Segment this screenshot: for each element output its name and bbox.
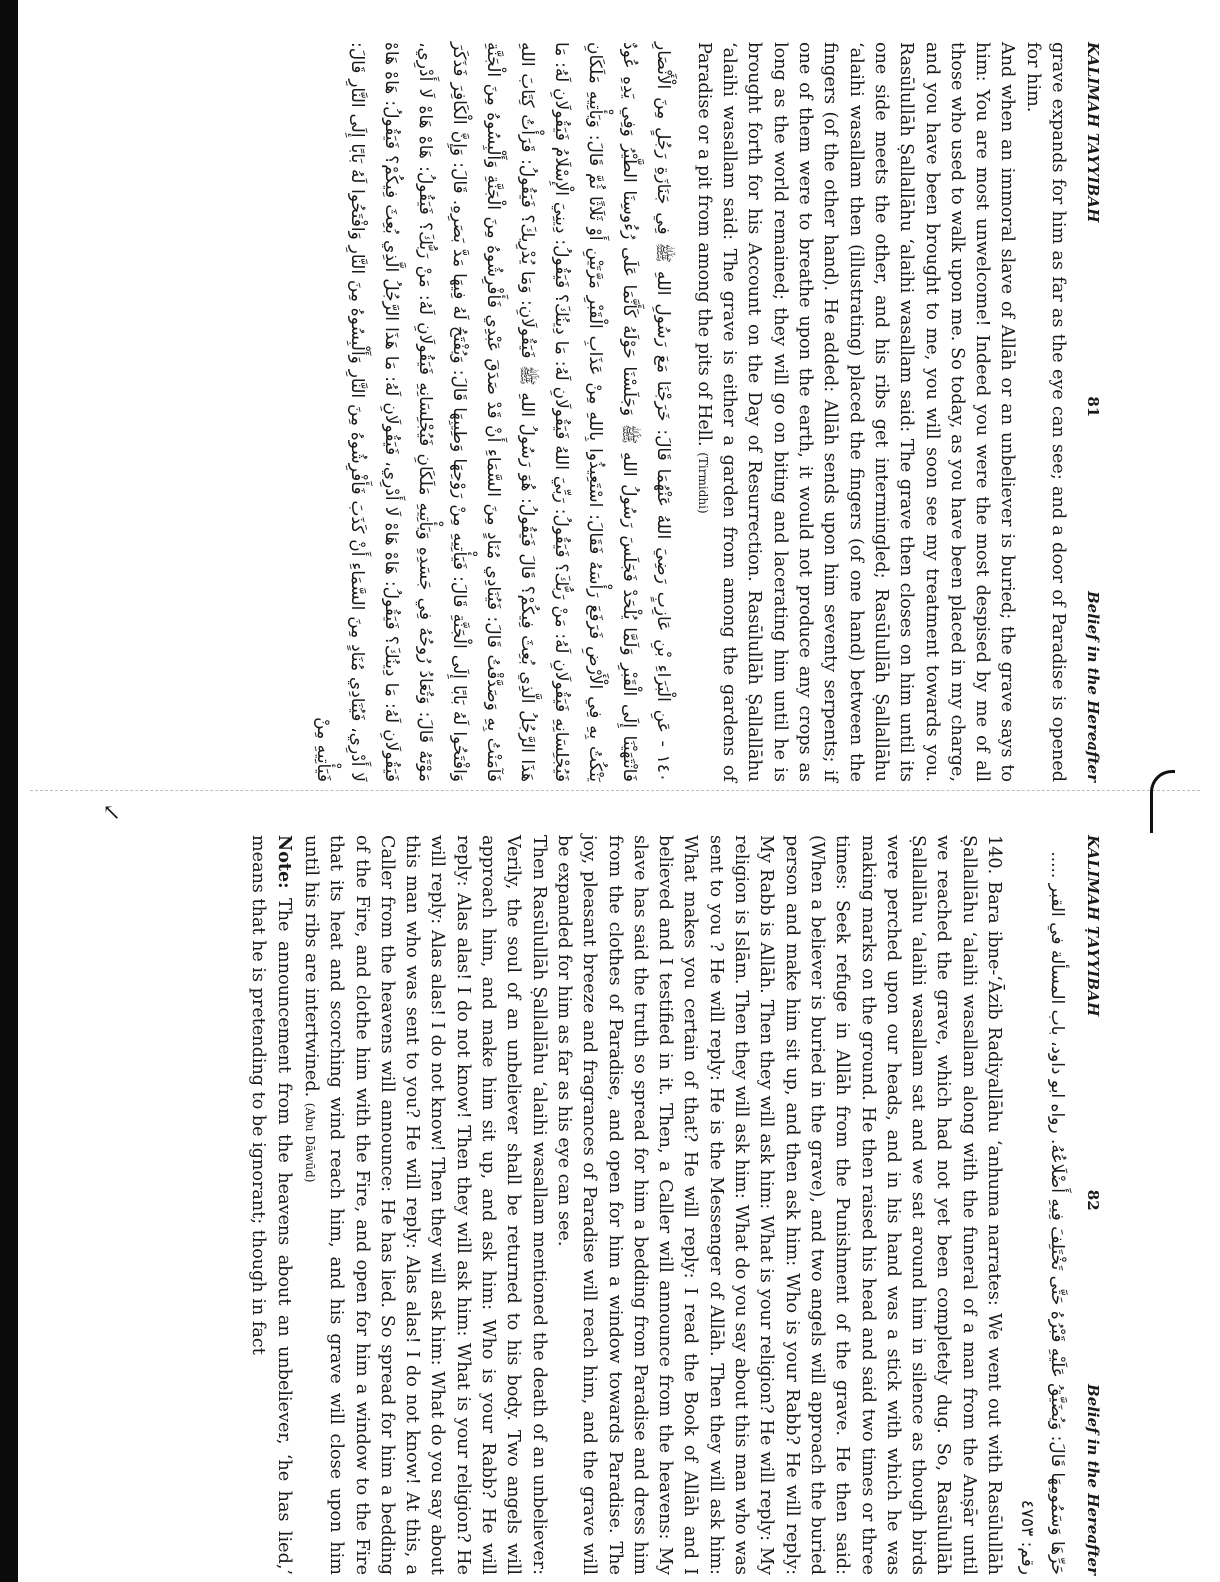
section-title: Belief in the Hereafter — [1084, 1384, 1102, 1575]
arabic-hadith: ١٤٠ - عَنِ الْبَرَاءِ بْنِ عَازِبٍ رَضِيَ اللهُ عَنْهُمَا قَالَ: خَرَجْنَا مَعَ رَسُولِ اللهِ ﷺ فِي جَنَازَةِ رَجُلٍ مِنَ الْأَنْصَارِ فَانْتَهَيْنَا إِلَى الْقَبْرِ وَلَمَّا يُلْحَدْ فَجَلَسَ رَسُولُ اللهِ ﷺ وَجَلَسْنَا حَوْلَهُ كَأَنَّمَا عَلَى رُءُوسِنَا الطَّيْرُ وَفِي يَدِهِ عُودٌ يَنْكُتُ بِهِ فِي الْأَرْضِ فَرَفَعَ رَأْسَهُ فَقَالَ: اسْتَعِيذُوا بِاللهِ مِنْ عَذَابِ الْقَبْرِ مَرَّتَيْنِ أَوْ ثَلَاثًا ثُمَّ قَالَ: وَيَأْتِيهِ مَلَكَانِ فَيُجْلِسَانِهِ فَيَقُولَانِ لَهُ: مَنْ رَبُّكَ؟ فَيَقُولُ: رَبِّيَ اللهُ فَيَقُولَانِ لَهُ: مَا دِينُكَ؟ فَيَقُولُ: دِينِيَ الْإِسْلَامُ فَيَقُولَانِ لَهُ: مَا هَذَا الرَّجُلُ الَّذِي بُعِثَ فِيكُمْ؟ قَالَ فَيَقُولُ: هُوَ رَسُولُ اللهِ ﷺ فَيَقُولَانِ: وَمَا يُدْرِيكَ؟ فَيَقُولُ: قَرَأْتُ كِتَابَ اللهِ فَآمَنْتُ بِهِ وَصَدَّقْتُ قَالَ: فَيُنَادِي مُنَادٍ مِنَ السَّمَاءِ أَنْ قَدْ صَدَقَ عَبْدِي فَأَفْرِشُوهُ مِنَ الْجَنَّةِ وَأَلْبِسُوهُ مِنَ الْجَنَّةِ وَافْتَحُوا لَهُ بَابًا إِلَى الْجَنَّةِ قَالَ: فَيَأْتِيهِ مِنْ رَوْحِهَا وَطِيبِهَا قَالَ: وَيُفْتَحُ لَهُ فِيهَا مَدَّ بَصَرِهِ. قَالَ: وَإِنَّ الْكَافِرَ فَذَكَرَ مَوْتَهُ قَالَ: وَتُعَادُ رُوحُهُ فِي جَسَدِهِ وَيَأْتِيهِ مَلَكَانِ فَيُجْلِسَانِهِ فَيَقُولَانِ لَهُ: مَنْ رَبُّكَ؟ فَيَقُولُ: هَاهْ هَاهْ لَا أَدْرِي، فَيَقُولَانِ لَهُ: مَا دِينُكَ؟ فَيَقُولُ: هَاهْ هَاهْ لَا أَدْرِي، فَيَقُولَانِ لَهُ: مَا هَذَا الرَّجُلُ الَّذِي بُعِثَ فِيكُمْ؟ فَيَقُولُ: هَاهْ هَاهْ لَا أَدْرِي، فَيُنَادِي مُنَادٍ مِنَ السَّمَاءِ أَنْ كَذَبَ فَأَفْرِشُوهُ مِنَ النَّارِ وَأَلْبِسُوهُ مِنَ النَّارِ وَافْتَحُوا لَهُ بَابًا إِلَى النَّارِ قَالَ: فَيَأْتِيهِ مِنْ — [312, 42, 673, 782]
citation: (Abu Dāwūd) — [302, 1102, 317, 1183]
paragraph-text: And when an immoral slave of Allāh or an unbeliever is buried; the grave says to him: You are most unwelcome! Indeed you were the most despised by me of all those who used to walk upon me. So today, as you have been placed in my charge, and you have been brought to me, you will soon see my treatment towards you. Rasūlullāh Ṣallallāhu ‘alaihi wasallam said: The grave then closes on him until its one side meets the other, and his ribs get intermingled; Rasūlullāh Ṣallallāhu ‘alaihi wasallam then (illustrating) placed the fingers (of one hand) between the fingers (of the other hand). He added: Allāh sends upon him seventy serpents; if one of them were to breathe upon the earth, it would not produce any crops as long as the world remained; they will go on biting and lacerating him until he is brought forth for his Account on the Day of Resurrection. Rasūlullāh Ṣallallāhu ‘alaihi wasallam said: The grave is either a garden from among the gardens of Paradise or a pit from among the pits of Hell. — [693, 42, 1018, 782]
book-spine-shadow — [0, 0, 18, 1582]
running-title: KALIMAH TAYYIBAH — [1084, 42, 1102, 223]
scan-edge-mark — [1150, 770, 1175, 833]
page-body — [690, 42, 1070, 782]
running-header — [1076, 835, 1110, 1575]
page-82 — [110, 835, 1110, 1575]
page-body — [245, 835, 1006, 1575]
section-title: Belief in the Hereafter — [1084, 591, 1102, 782]
note-label: Note: — [273, 835, 295, 889]
paragraph: 140. Bara ibne-‘Āzib Radiyallāhu ‘anhuma narrates: We went out with Rasūlullāh Ṣallallāhu ‘alaihi wasallam along with the funeral of a man from the Anṣār until we reached the grave, which had not yet been completely dug. So, Rasūlullāh Ṣallallāhu ‘alaihi wasallam sat and we sat around him in silence as though birds were perched upon our heads, and in his hand was a stick with which he was making marks on the ground. He then raised his head and said two times or three times: Seek refuge in Allāh from the Punishment of the grave. He then said: (When a believer is buried in the grave), and two angels will approach the buried person and make him sit up, and then ask him: Who is your Rabb? He will reply: My Rabb is Allāh. Then they will ask him: What is your religion? He will reply: My religion is Islām. Then they will ask him: What do you say about this man who was sent to you ? He will reply: He is the Messenger of Allāh. Then they will ask him: What makes you certain of that? He will reply: I read the Book of Allāh and I believed and I testified in it. Then, a Caller will announce from the heavens: My slave has said the truth so spread for him a bedding from Paradise and dress him from the clothes of Paradise, and open for him a window towards Paradise. The joy, pleasant breeze and fragrances of Paradise will reach him, and the grave will be expanded for him as far as his eye can see. — [553, 835, 1004, 1575]
page-number: 82 — [1084, 1189, 1102, 1211]
running-title: KALIMAH ṬAYYIBAH — [1084, 835, 1102, 1017]
note-paragraph — [245, 835, 297, 1575]
paragraph: grave expands for him as far as the eye can see; and a door of Paradise is opened for him. — [1022, 42, 1068, 782]
note-text: The announcement from the heavens about an unbeliever, ‘he has lied,’ means that he is pretending to be ignorant; though in fact — [248, 835, 294, 1576]
pencil-mark-icon: ↙ — [98, 803, 124, 822]
paragraph-text: Then Rasūlullāh Ṣallallāhu ‘alaihi wasallam mentioned the death of an unbeliever: Verily, the soul of an unbeliever shall be returned to his body. Two angels will approach him, and make him sit up, and ask him: Who is your Rabb? He will reply: Alas alas! I do not know! Then they will ask him: What is your religion? He will reply: Alas alas! I do not know! Then they will ask him: What do you say about this man who was sent to you? He will reply: Alas alas! I do not know! At this, a Caller from the heavens will announce: He has lied. So spread for him a bedding of the Fire, and clothe him with the Fire, and open for him a window to the Fire that its heat and scorching wind reach him, and his grave will close upon him until his ribs are intertwined. — [300, 835, 549, 1575]
page-fold-line — [30, 790, 1200, 791]
page-81 — [110, 42, 1110, 782]
page-number: 81 — [1084, 396, 1102, 418]
paragraph — [297, 835, 551, 1575]
arabic-continuation: حَرِّهَا وَسَمُومِهَا قَالَ: وَيُضَيَّقُ عَلَيْهِ قَبْرُهُ حَتَّى تَخْتَلِفَ فِيهِ أَضْلَاعُهُ. رواه ابو داود، باب المسألة في القبر ..... رقم: ٤٧٥٣ — [1017, 851, 1067, 1575]
citation: (Tirmidhi) — [695, 452, 710, 514]
paragraph — [690, 42, 1020, 782]
running-header — [1076, 42, 1110, 782]
